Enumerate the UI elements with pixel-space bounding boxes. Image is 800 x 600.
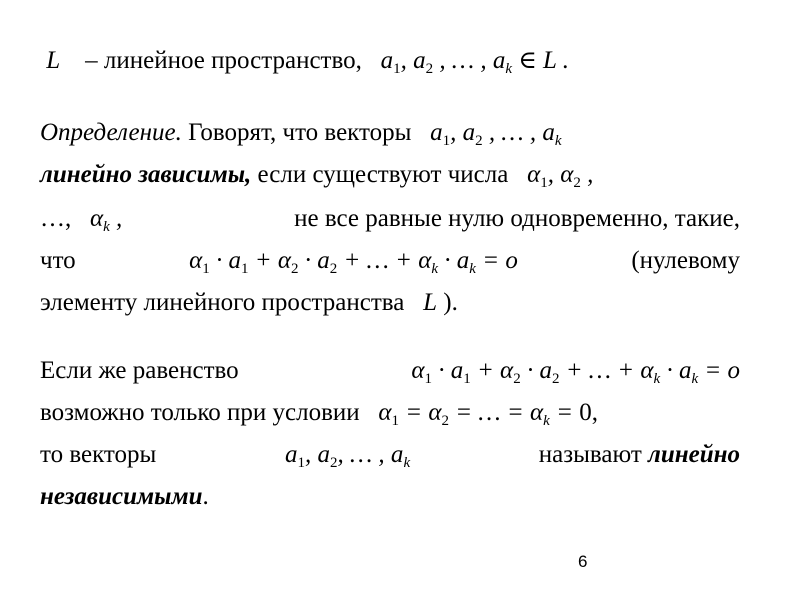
closing-paren: ). [443, 289, 458, 316]
alpha-k: …, $\alpha_k$ , [40, 205, 123, 235]
space-symbol-2: L [423, 289, 438, 316]
equality-eq: $\alpha_1 \cdot a_1 + \alpha_2 \cdot a_2$ + … + $\alpha_k \cdot a_k = o$ [411, 357, 740, 387]
possible-text: возможно только при условии [40, 399, 360, 426]
then-vectors-text: то векторы [40, 441, 157, 468]
def-vectors: $a_1$, $a_2$ , … , $a_k$ [430, 119, 562, 149]
indep-line-4 [40, 482, 740, 512]
not-all-zero-text: не все равные нулю одновременно, такие, [294, 205, 740, 232]
indep-line-1 [40, 356, 740, 386]
linear-combination-eq: $\alpha_1 \cdot a_1 + \alpha_2 \cdot a_2$ + … + $\alpha_k \cdot a_k = o$ [189, 247, 518, 277]
alphas-zero-condition: $\alpha_1 = \alpha_2$ = … = $\alpha_k = 0$ [378, 399, 592, 429]
page-number: 6 [578, 552, 588, 571]
def-line-2 [40, 160, 740, 190]
alpha-list: $\alpha_1$, $\alpha_2$ , [527, 161, 594, 191]
zero-element-cont: элементу линейного пространства [40, 289, 405, 316]
cond-text: если существуют числа [257, 161, 509, 188]
line-1 [40, 46, 740, 76]
def-line-5 [40, 288, 740, 318]
term-independent: независимыми [40, 483, 203, 510]
term-linearly-dependent: линейно зависимы, [40, 161, 252, 188]
def-line-4 [40, 246, 740, 276]
definition-label: Определение. [40, 119, 182, 146]
called-group [539, 440, 740, 470]
def-line-1 [40, 118, 740, 148]
indep-line-3 [40, 440, 740, 470]
indep-vectors: $a_1$, $a_2$, … , $a_k$ [284, 441, 411, 471]
term-linearly: линейно [648, 441, 740, 468]
indep-line-2: возможно только при условии $\alpha_1 = \alpha_2$ = … = $\alpha_k = 0$, [40, 399, 598, 429]
zero-element-text: (нулевому [631, 247, 740, 274]
space-symbol: L [46, 47, 61, 74]
if-text: Если же равенство [40, 357, 239, 384]
called-text: называют [538, 441, 642, 468]
intro-text: – линейное пространство, [85, 47, 362, 74]
definition-intro: Говорят, что векторы [188, 119, 412, 146]
def-line-3 [40, 204, 740, 234]
period: . [202, 483, 209, 510]
belongs-to-L: ∈ L . [518, 47, 569, 74]
that-text: что [40, 247, 76, 274]
vector-list: $a_1$, $a_2$ , … , $a_k$ [380, 47, 513, 77]
